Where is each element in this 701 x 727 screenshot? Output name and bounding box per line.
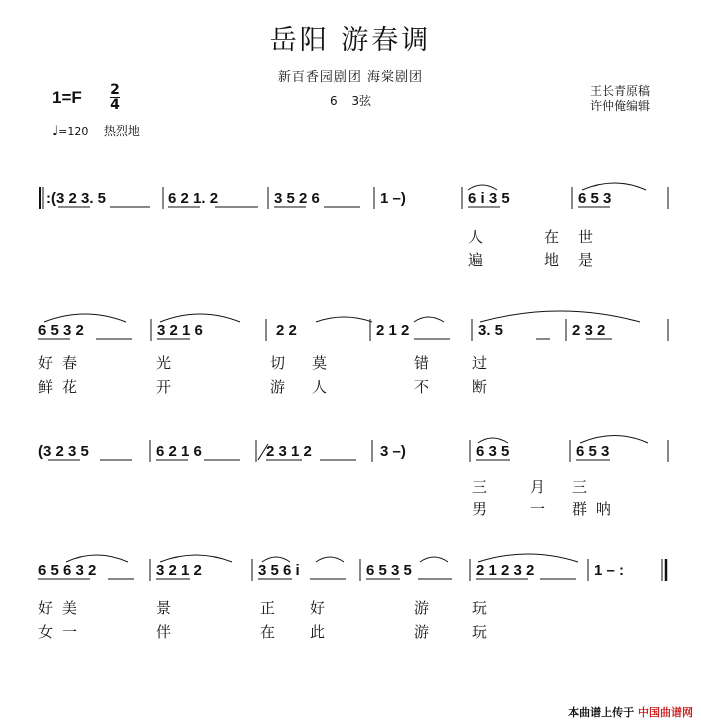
lyric-3-2-3: 群	[572, 500, 588, 518]
lyric-2-1-6: 错	[414, 354, 430, 372]
lyric-1-1-1: 人	[468, 228, 484, 246]
slur	[480, 311, 640, 322]
lyric-3-2-2: 一	[530, 500, 546, 518]
measure-2-6: 2 3 2	[572, 322, 606, 339]
slur	[414, 317, 444, 322]
measure-4-6: 1 – :	[594, 562, 625, 579]
lyric-4-1-1: 好	[38, 599, 54, 617]
lyric-4-2-7: 玩	[472, 623, 488, 641]
measure-4-5: 2 1 2 3 2	[476, 562, 535, 579]
lyric-1-2-3: 是	[578, 251, 594, 269]
lyric-3-1-2: 月	[530, 478, 546, 496]
lyric-2-2-3: 开	[156, 378, 172, 396]
site-logo[interactable]: 中国曲谱网	[638, 706, 693, 719]
lyric-2-2-2: 花	[62, 378, 78, 396]
slur	[316, 557, 344, 562]
measure-1-4: 1 –)	[380, 190, 406, 207]
time-signature-top: 2	[110, 82, 120, 98]
footer-text: 本曲谱上传于	[568, 706, 635, 719]
footer-upload-note	[568, 704, 693, 720]
measure-4-1: 6 5 6 3 2	[38, 562, 97, 579]
lyric-2-1-5: 莫	[312, 354, 328, 372]
lyric-2-2-1: 鲜	[38, 378, 54, 396]
measure-4-3: 3 5 6 i	[258, 562, 300, 579]
slur	[316, 317, 372, 322]
lyric-2-1-3: 光	[156, 354, 172, 372]
quarter-note-icon: ♩	[52, 124, 59, 139]
key-signature: 1=F	[52, 88, 82, 107]
lyric-2-1-1: 好	[38, 354, 54, 372]
lyric-4-2-5: 此	[310, 623, 326, 641]
arranger-credit-2: 许仲俺编辑	[590, 99, 651, 113]
score-title: 岳阳 游春调	[269, 25, 432, 56]
lyric-1-2-2: 地	[544, 251, 560, 269]
slur	[160, 314, 240, 322]
lyric-4-2-2: 一	[62, 623, 78, 641]
lyric-1-1-2: 在	[544, 228, 560, 246]
notation-line-3	[38, 436, 668, 463]
lyric-3-2-1: 男	[472, 500, 488, 518]
slur	[478, 554, 578, 562]
measure-3-4: 3 –)	[380, 443, 406, 460]
measure-2-2: 3 2 1 6	[157, 322, 203, 339]
tempo-expression: 热烈地	[103, 124, 140, 138]
measure-3-2: 6 2 1 6	[156, 443, 202, 460]
slur	[580, 436, 648, 444]
lyric-2-2-6: 不	[414, 378, 430, 396]
performer-credit: 新百香园剧团 海棠剧团	[277, 70, 424, 85]
lyric-3-2-4: 呐	[596, 500, 612, 518]
measure-1-2: 6 2 1. 2	[168, 190, 219, 207]
lyric-4-2-3: 伴	[156, 623, 172, 641]
lyric-3-1-1: 三	[472, 478, 488, 496]
lyric-2-1-2: 春	[62, 354, 78, 372]
lyric-4-1-5: 好	[310, 599, 326, 617]
lyric-4-1-2: 美	[62, 599, 78, 617]
string-tuning: 6 3弦	[329, 94, 372, 108]
measure-2-4: 2 1 2	[376, 322, 410, 339]
time-signature-bottom: 4	[110, 97, 120, 113]
notation-line-4	[38, 554, 666, 581]
arranger-credit-1: 王长青原稿	[590, 84, 651, 98]
slur	[582, 183, 646, 190]
tempo-bpm: =120	[58, 125, 89, 138]
measure-1-6: 6 5 3	[578, 190, 612, 207]
measure-1-1: :(3 2 3. 5	[46, 190, 107, 207]
measure-3-1: (3 2 3 5	[38, 443, 89, 460]
measure-3-6: 6 5 3	[576, 443, 610, 460]
lyric-2-2-4: 游	[270, 378, 286, 396]
measure-1-5: 6 i 3 5	[468, 190, 510, 207]
measure-3-5: 6 3 5	[476, 443, 510, 460]
measure-4-4: 6 5 3 5	[366, 562, 412, 579]
lyric-4-1-7: 玩	[472, 599, 488, 617]
lyric-1-1-3: 世	[578, 228, 594, 246]
lyric-2-2-7: 断	[472, 378, 488, 396]
notation-line-1	[40, 183, 668, 209]
lyric-4-2-4: 在	[260, 623, 276, 641]
slur	[66, 555, 128, 562]
lyric-2-1-4: 切	[270, 354, 286, 372]
lyric-4-2-1: 女	[38, 623, 54, 641]
slur	[44, 314, 126, 322]
lyric-2-1-7: 过	[472, 354, 488, 372]
lyric-4-1-6: 游	[414, 599, 430, 617]
lyric-4-2-6: 游	[414, 623, 430, 641]
slur	[160, 555, 232, 562]
lyric-2-2-5: 人	[312, 378, 328, 396]
lyric-4-1-3: 景	[156, 599, 172, 617]
measure-2-5: 3. 5	[478, 322, 504, 339]
lyric-3-1-3: 三	[572, 478, 588, 496]
measure-1-3: 3 5 2 6	[274, 190, 320, 207]
slur	[420, 557, 448, 562]
measure-4-2: 3 2 1 2	[156, 562, 202, 579]
lyric-4-1-4: 正	[260, 599, 276, 617]
measure-2-3: 2 2	[276, 322, 297, 339]
measure-3-3: 2 3 1 2	[266, 443, 312, 460]
measure-2-1: 6 5 3 2	[38, 322, 84, 339]
notation-line-2	[38, 311, 668, 341]
lyric-1-2-1: 遍	[468, 251, 484, 269]
